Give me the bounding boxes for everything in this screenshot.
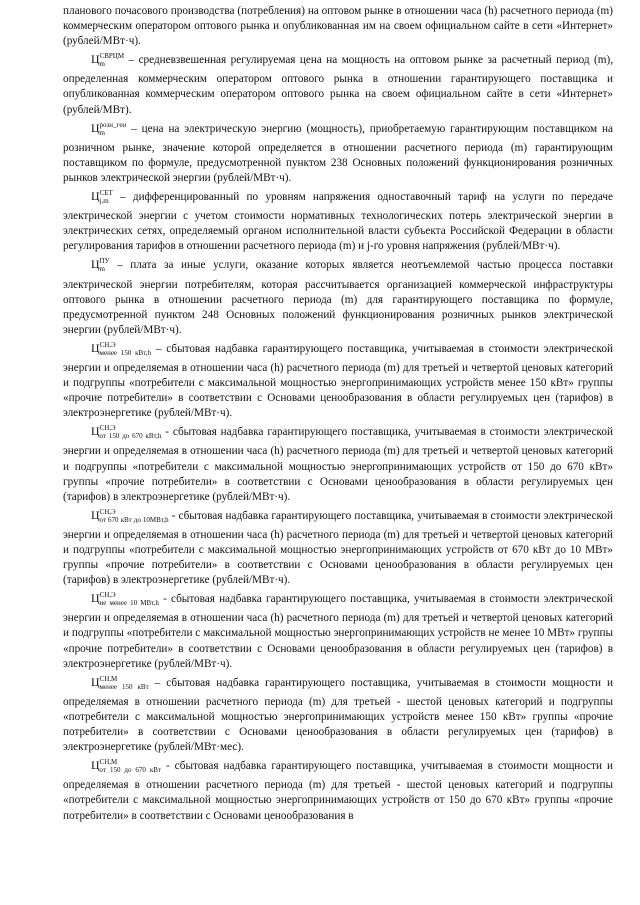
definition-paragraph — [63, 186, 613, 254]
definition-paragraph — [63, 672, 613, 755]
definition-text: – сбытовая надбавка гарантирующего поставщика, учитываемая в стоимости мощности и определяемая в отношении расчетного периода (m) для третьей - шестой ценовых категорий и подгруппы «потребители с максимальной мощностью энергопринимающих устройств менее 150 кВт» группы «прочие потребители» в соответствии с Основами ценообразования в области регулируемых цен (тарифов) в электроэнергетике (рублей/МВт·мес). — [63, 676, 613, 754]
symbol-base: Ц — [91, 591, 100, 606]
symbol-superscript: СН,М — [99, 758, 118, 767]
symbol-base: Ц — [91, 340, 100, 355]
definition-text: - сбытовая надбавка гарантирующего поставщика, учитываемая в стоимости электрической энергии и определяемая в отношении часа (h) расчетного периода (m) для третьей и четвертой ценовых категорий и подгруппы «потребители с максимальной мощностью энергопринимающих устройств не менее 10 МВт» группы «прочие потребители» в соответствии с Основами ценообразования в области регулируемых цен (тарифов) в электроэнергетике (рублей/МВт·ч). — [63, 593, 613, 670]
symbol-superscript: СН,Э — [99, 340, 116, 349]
paragraph-text: планового почасового производства (потребления) на оптовом рынке в отношении часа (h) расчетного периода (m) коммерческим оператором оптового рынка и опубликованная им на своем официальном сайте в сети «Интернет» (рублей/МВт·ч). — [63, 5, 613, 48]
definition-text: – сбытовая надбавка гарантирующего поставщика, учитываемая в стоимости электрической энергии и определяемая в отношении часа (h) расчетного периода (m) для третьей и четвертой ценовых категорий и подгруппы «потребители с максимальной мощностью энергопринимающих устройств менее 150 кВт» группы «прочие потребители» в соответствии с Основами ценообразования в области регулируемых цен (тарифов) в электроэнергетике (рублей/МВт·ч). — [63, 342, 613, 420]
definition-paragraph — [63, 49, 613, 117]
definition-paragraph — [63, 588, 613, 671]
symbol-base: Ц — [91, 257, 100, 272]
formula-symbol — [91, 340, 151, 357]
formula-symbol — [91, 52, 125, 69]
definition-paragraph — [63, 118, 613, 186]
symbol-subscript: m — [99, 265, 105, 274]
symbol-superscript: СЕТ — [99, 189, 113, 198]
formula-symbol — [91, 507, 169, 524]
formula-symbol — [91, 591, 159, 608]
symbol-superscript: розн_ген — [99, 120, 127, 129]
symbol-subscript: m — [99, 128, 105, 137]
symbol-base: Ц — [91, 52, 100, 67]
symbol-base: Ц — [91, 424, 100, 439]
definition-paragraph — [63, 338, 613, 421]
symbol-subscript: от 150 до 670 кВт — [99, 766, 161, 775]
formula-symbol — [91, 674, 149, 691]
symbol-base: Ц — [91, 120, 100, 135]
symbol-superscript: СН,Э — [99, 591, 116, 600]
formula-symbol — [91, 189, 113, 206]
definition-text: – средневзвешенная регулируемая цена на мощность на оптовом рынке за расчетный период (m), определенная коммерческим оператором оптового рынка в отношении гарантирующего поставщика и опубликованная коммерческим оператором оптового рынка на своем официальном сайте в сети «Интернет» (рублей/МВт). — [63, 54, 613, 116]
definition-text: - сбытовая надбавка гарантирующего поставщика, учитываемая в стоимости электрической энергии и определяемая в отношении часа (h) расчетного периода (m) для третьей и четвертой ценовых категорий и подгруппы «потребители с максимальной мощностью энергопринимающих устройств от 670 кВт до 10 МВт» группы «прочие потребители» в соответствии с Основами ценообразования в области регулируемых цен (тарифов) в электроэнергетике (рублей/МВт·ч). — [63, 509, 613, 587]
symbol-base: Ц — [91, 189, 100, 204]
definition-text: – плата за иные услуги, оказание которых является неотъемлемой частью процесса поставки электрической энергии потребителям, которая рассчитывается организацией коммерческой инфраструктуры оптового рынка в отношении расчетного периода (m) для гарантирующего поставщика по формуле, предусмотренной пунктом 248 Основных положений функционирования розничных рынков электрической энергии (рублей/МВт·ч). — [63, 259, 613, 336]
definition-paragraph — [63, 505, 613, 588]
symbol-subscript: от 150 до 670 кВт,h — [99, 432, 162, 441]
definition-text: - сбытовая надбавка гарантирующего поставщика, учитываемая в стоимости мощности и определяемая в отношении расчетного периода (m) для третьей - шестой ценовых категорий и подгруппы «потребители с максимальной мощностью энергопринимающих устройств от 150 до 670 кВт» группы «прочие потребители» в соответствии с Основами ценообразования в — [63, 760, 613, 822]
formula-symbol — [91, 257, 110, 274]
document-page — [63, 4, 613, 824]
definition-text: – дифференцированный по уровням напряжения одноставочный тариф на услуги по передаче электрической энергии с учетом стоимости нормативных технологических потерь электрической энергии в электрических сетях, определяемый органом исполнительной власти субъекта Российской Федерации в области регулирования тарифов в отношении расчетного периода (m) и j-го уровня напряжения (рублей/МВт·ч). — [63, 191, 613, 253]
paragraph — [63, 4, 613, 49]
definition-paragraph — [63, 755, 613, 823]
formula-symbol — [91, 424, 162, 441]
symbol-base: Ц — [91, 507, 100, 522]
formula-symbol — [91, 758, 161, 775]
symbol-base: Ц — [91, 674, 100, 689]
symbol-superscript: СВРЦМ — [99, 52, 125, 61]
symbol-subscript: не менее 10 МВт,h — [99, 599, 159, 608]
symbol-superscript: ПУ — [99, 257, 110, 266]
symbol-superscript: СН,М — [99, 674, 118, 683]
symbol-subscript: менее 150 кВт — [99, 682, 149, 691]
symbol-subscript: менее 150 кВт,h — [99, 348, 151, 357]
definition-paragraph — [63, 421, 613, 504]
formula-symbol — [91, 120, 127, 137]
definition-text: - сбытовая надбавка гарантирующего поставщика, учитываемая в стоимости электрической энергии и определяемая в отношении часа (h) расчетного периода (m) для третьей и четвертой ценовых категорий и подгруппы «потребители с максимальной мощностью энергопринимающих устройств от 150 до 670 кВт» группы «прочие потребители» в соответствии с Основами ценообразования в области регулируемых цен (тарифов) в электроэнергетике (рублей/МВт·ч). — [63, 426, 613, 503]
symbol-base: Ц — [91, 758, 100, 773]
symbol-subscript: j,m — [99, 197, 109, 206]
definition-paragraph — [63, 254, 613, 337]
symbol-superscript: СН,Э — [99, 424, 116, 433]
symbol-subscript: от 670 кВт до 10МВт,h — [99, 515, 169, 524]
definition-text: – цена на электрическую энергию (мощность), приобретаемую гарантирующим поставщиком на розничном рынке, значение которой определяется в отношении расчетного периода (m) гарантирующим поставщиком по формуле, предусмотренной пунктом 238 Основных положений функционирования розничных рынков электрической энергии (рублей/МВт·ч). — [63, 122, 613, 184]
symbol-subscript: m — [99, 60, 105, 69]
symbol-superscript: СН,Э — [99, 507, 116, 516]
